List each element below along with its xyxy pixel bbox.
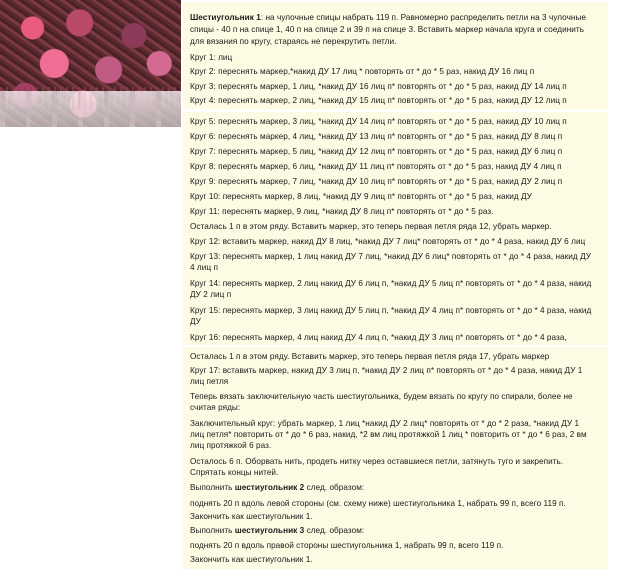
intro-line-3: для вязания по кругу, стараясь не перекрутить петли. [190, 37, 397, 46]
round-16: Круг 16: переснять маркер, 4 лиц накид ДУ 4 лиц п, *накид ДУ 3 лиц п* повторять от * до * 4 раза, [190, 333, 567, 342]
round-4: Круг 4: переснять маркер, 2 лиц, *накид ДУ 15 лиц п* повторять от * до * 5 раз, накид ДУ 12 лиц п [190, 96, 567, 105]
hexagon-1-title: Шестиугольник 1 [190, 13, 261, 22]
hexagon-3-heading: Выполнить шестиугольник 3 след. образом: [190, 526, 365, 535]
final-round: Заключительный круг: убрать маркер, 1 лиц *накид ДУ 2 лиц* повторять от * до * 2 раза, *накид ДУ 1 [190, 419, 580, 428]
hexagon-3-step-2: Закончить как шестиугольник 1. [190, 555, 313, 564]
round-5: Круг 5: переснять маркер, 3 лиц, *накид ДУ 14 лиц п* повторять от * до * 5 раз, накид ДУ 10 лиц п [190, 117, 567, 126]
note-row-12: Осталась 1 п в этом ряду. Вставить маркер, это теперь первая петля ряда 12, убрать маркер. [190, 222, 552, 231]
shawl-photo [0, 0, 181, 127]
round-17: Круг 17: вставить маркер, накид ДУ 3 лиц п, *накид ДУ 2 лиц п* повторять от * до * 4 раза, накид ДУ 1 [190, 366, 583, 375]
round-2: Круг 2: переснять маркер,*накид ДУ 17 лиц * повторять от * до * 5 раз, накид ДУ 16 лиц п [190, 67, 535, 76]
round-10: Круг 10: переснять маркер, 8 лиц, *накид ДУ 9 лиц п* повторять от * до * 5 раз, накид ДУ [190, 192, 532, 201]
finishing-cont: Спрятать концы нитей. [190, 468, 279, 477]
hexagon-2-step-1: поднять 20 п вдоль левой стороны (см. схему ниже) шестиугольника 1, набрать 99 п, всего 119 п. [190, 499, 566, 508]
round-6: Круг 6: переснять маркер, 4 лиц, *накид ДУ 13 лиц п* повторять от * до * 5 раз, накид ДУ 8 лиц п [190, 132, 563, 141]
hexagon-2-title: шестиугольник 2 [234, 483, 305, 492]
pattern-panel-rounds [183, 112, 608, 345]
pattern-panel-finish [183, 347, 608, 569]
round-13: Круг 13: переснять маркер, 1 лиц накид ДУ 7 лиц, *накид ДУ 6 лиц* повторять от * до * 4 раза, накид ДУ [190, 252, 592, 261]
intro-line-1: Шестиугольник 1: на чулочные спицы набрать 119 п. Равномерно распределить петли на 3 чулочные [190, 13, 587, 22]
round-8: Круг 8: переснять маркер, 6 лиц, *накид ДУ 11 лиц п* повторять от * до * 5 раз, накид ДУ 4 лиц п [190, 162, 562, 171]
round-14-cont: ДУ 2 лиц п [190, 290, 232, 299]
hexagon-2-step-2: Закончить как шестиугольник 1. [190, 512, 313, 521]
note-row-17: Осталась 1 п в этом ряду. Вставить маркер, это теперь первая петля ряда 17, убрать маркер [190, 352, 550, 361]
finishing: Осталось 6 п. Оборвать нить, продеть нитку через оставшиеся петли, затянуть туго и закрепить. [190, 457, 564, 466]
round-1: Круг 1: лиц [190, 53, 233, 62]
round-15-cont: ДУ [190, 317, 201, 326]
hexagon-2-heading: Выполнить шестиугольник 2 след. образом: [190, 483, 365, 492]
round-12: Круг 12: вставить маркер, накид ДУ 8 лиц, *накид ДУ 7 лиц* повторять от * до * 4 раза, накид ДУ 6 лиц [190, 237, 586, 246]
round-9: Круг 9: переснять маркер, 7 лиц, *накид ДУ 10 лиц п* повторять от * до * 5 раз, накид ДУ 2 лиц п [190, 177, 563, 186]
round-3: Круг 3: переснять маркер, 1 лиц, *накид ДУ 16 лиц п* повторять от * до * 5 раз, накид ДУ 14 лиц п [190, 82, 567, 91]
round-14: Круг 14: переснять маркер, 2 лиц накид ДУ 6 лиц п, *накид ДУ 5 лиц п* повторять от * до * 4 раза, накид [190, 279, 592, 288]
round-13-cont: 4 лиц п [190, 263, 218, 272]
hexagon-3-title: шестиугольник 3 [234, 526, 305, 535]
final-round-cont-1: лиц петля* повторить от * до * 6 раз, накид, *2 вм лиц протяжкой 1 лиц * повторить от * до * 6 раз, 2 вм [190, 430, 587, 439]
round-11: Круг 11: переснять маркер, 9 лиц, *накид ДУ 8 лиц п* повторять от * до * 5 раз. [190, 207, 494, 216]
round-7: Круг 7: переснять маркер, 5 лиц, *накид ДУ 12 лиц п* повторять от * до * 5 раз, накид ДУ 6 лиц п [190, 147, 563, 156]
final-round-cont-2: лиц протяжкой 6 раз. [190, 441, 272, 450]
fence-background [0, 91, 181, 127]
round-17-cont: лиц петля [190, 377, 229, 386]
spiral-intro: Теперь вязать заключительную часть шестиугольника, будем вязать по кругу по спирали, более не [190, 392, 573, 401]
intro-line-2: спицы - 40 п на спице 1, 40 п на спице 2 и 39 п на спице 3. Вставить маркер начала круга и соединить [190, 25, 585, 34]
pattern-panel-intro [183, 2, 608, 109]
spiral-intro-cont: считая ряды: [190, 403, 241, 412]
round-15: Круг 15: переснять маркер, 3 лиц накид ДУ 5 лиц п, *накид ДУ 4 лиц п* повторять от * до * 4 раза, накид [190, 306, 592, 315]
hexagon-3-step-1: поднять 20 п вдоль правой стороны шестиугольника 1, набрать 99 п, всего 119 п. [190, 541, 504, 550]
